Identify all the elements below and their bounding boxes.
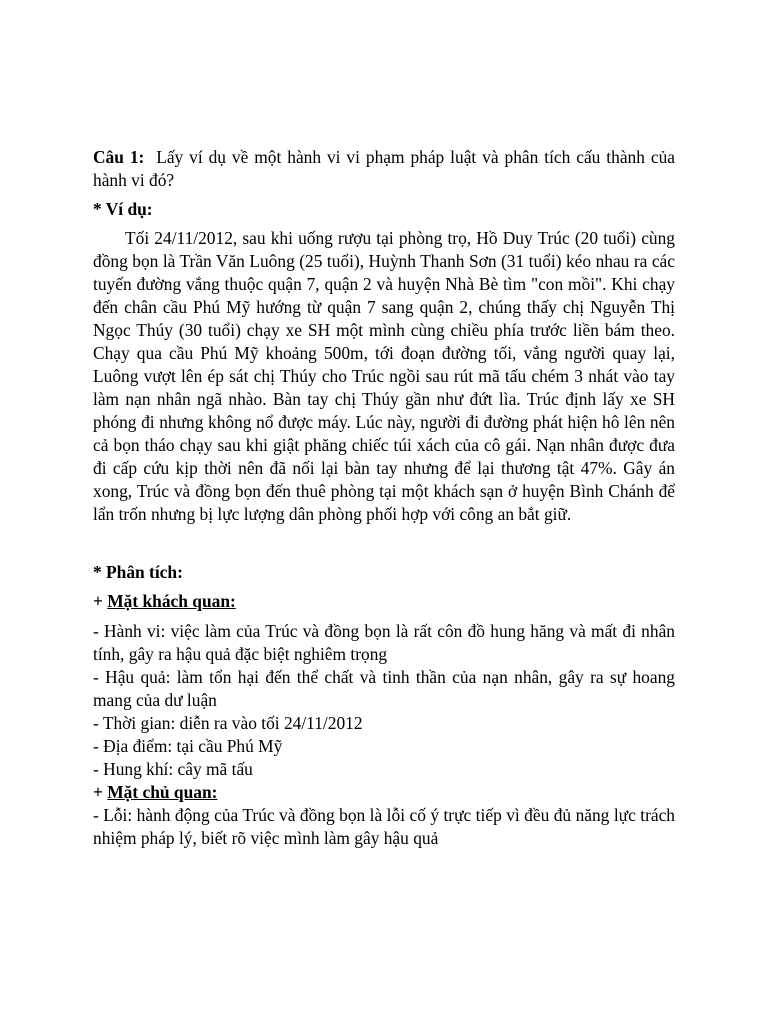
- objective-item-place: - Địa điểm: tại cầu Phú Mỹ: [93, 736, 283, 756]
- objective-heading: Mặt khách quan:: [107, 591, 236, 611]
- example-heading: * Ví dụ:: [93, 199, 153, 219]
- document-page: [93, 146, 675, 850]
- question-paragraph: [93, 146, 675, 192]
- objective-prefix: +: [93, 591, 108, 611]
- subjective-heading: Mặt chủ quan:: [107, 782, 218, 802]
- objective-heading-line: [93, 590, 675, 613]
- objective-item-behavior: - Hành vi: việc làm của Trúc và đồng bọn là rất côn đồ hung hăng và mất đi nhân tính, gây ra hậu quả đặc biệt nghiêm trọng: [93, 621, 675, 664]
- subjective-prefix: +: [93, 782, 108, 802]
- analysis-heading: * Phân tích:: [93, 562, 183, 582]
- subjective-heading-line: [93, 781, 675, 804]
- subjective-item-fault: - Lỗi: hành động của Trúc và đồng bọn là lỗi cố ý trực tiếp vì đều đủ năng lực trách nhiệm pháp lý, biết rõ việc mình làm gây hậu quả: [93, 805, 675, 848]
- question-text: Lấy ví dụ về một hành vi vi phạm pháp luật và phân tích cấu thành của hành vi đó?: [93, 147, 676, 190]
- objective-item-consequence: - Hậu quả: làm tổn hại đến thể chất và tinh thần của nạn nhân, gây ra sự hoang mang của dư luận: [93, 667, 675, 710]
- example-body: Tối 24/11/2012, sau khi uống rượu tại phòng trọ, Hồ Duy Trúc (20 tuổi) cùng đồng bọn là Trần Văn Luông (25 tuổi), Huỳnh Thanh Sơn (31 tuổi) kéo nhau ra các tuyến đường vắng thuộc quận 7, quận 2 và huyện Nhà Bè tìm "con mồi". Khi chạy đến chân cầu Phú Mỹ hướng từ quận 7 sang quận 2, chúng thấy chị Nguyễn Thị Ngọc Thúy (30 tuổi) chạy xe SH một mình cùng chiều phía trước liền bám theo. Chạy qua cầu Phú Mỹ khoảng 500m, tới đoạn đường tối, vắng người quay lại, Luông vượt lên ép sát chị Thúy cho Trúc ngồi sau rút mã tấu chém 3 nhát vào tay làm nạn nhân ngã nhào. Bàn tay chị Thúy gần như đứt lìa. Trúc định lấy xe SH phóng đi nhưng không nổ được máy. Lúc này, người đi đường phát hiện hô lên nên cả bọn tháo chạy sau khi giật phăng chiếc túi xách của cô gái. Nạn nhân được đưa đi cấp cứu kịp thời nên đã nối lại bàn tay nhưng để lại thương tật 47%. Gây án xong, Trúc và đồng bọn đến thuê phòng tại một khách sạn ở huyện Bình Chánh để lẩn trốn nhưng bị lực lượng dân phòng phối hợp với công an bắt giữ.: [93, 228, 675, 524]
- objective-item-time: - Thời gian: diễn ra vào tối 24/11/2012: [93, 713, 363, 733]
- objective-item-weapon: - Hung khí: cây mã tấu: [93, 759, 253, 779]
- objective-list: [93, 620, 675, 781]
- question-label: Câu 1:: [93, 147, 145, 167]
